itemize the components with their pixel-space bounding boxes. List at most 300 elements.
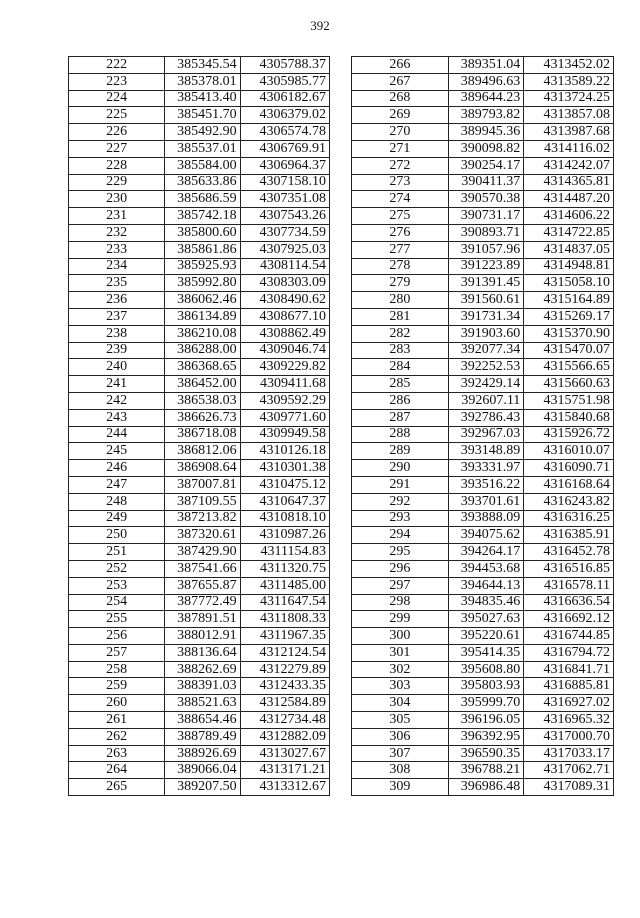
page-number: 392: [310, 18, 330, 33]
table-row: [352, 157, 614, 174]
point-number-cell: 225: [69, 107, 165, 124]
table-row: [352, 476, 614, 493]
point-number-cell: 265: [69, 779, 165, 796]
x-coordinate-cell: 385451.70: [165, 107, 240, 124]
x-coordinate-cell: 388391.03: [165, 678, 240, 695]
table-row: [352, 392, 614, 409]
point-number-cell: 264: [69, 762, 165, 779]
x-coordinate-cell: 386210.08: [165, 325, 240, 342]
point-number-cell: 234: [69, 258, 165, 275]
point-number-cell: 239: [69, 342, 165, 359]
table-row: [352, 90, 614, 107]
x-coordinate-cell: 391731.34: [448, 308, 524, 325]
table-row: [352, 124, 614, 141]
point-number-cell: 307: [352, 745, 449, 762]
point-number-cell: 229: [69, 174, 165, 191]
coordinates-table-left: [68, 56, 330, 796]
table-row: [352, 779, 614, 796]
point-number-cell: 290: [352, 460, 449, 477]
x-coordinate-cell: 393331.97: [448, 460, 524, 477]
x-coordinate-cell: 395999.70: [448, 695, 524, 712]
y-coordinate-cell: 4314948.81: [524, 258, 614, 275]
table-row: [69, 678, 330, 695]
x-coordinate-cell: 386812.06: [165, 443, 240, 460]
coordinates-table-right: [351, 56, 614, 796]
point-number-cell: 292: [352, 493, 449, 510]
y-coordinate-cell: 4313027.67: [240, 745, 329, 762]
x-coordinate-cell: 389351.04: [448, 57, 524, 74]
y-coordinate-cell: 4312584.89: [240, 695, 329, 712]
table-row: [69, 107, 330, 124]
x-coordinate-cell: 395027.63: [448, 611, 524, 628]
point-number-cell: 255: [69, 611, 165, 628]
table-row: [352, 628, 614, 645]
table-row: [69, 342, 330, 359]
point-number-cell: 269: [352, 107, 449, 124]
x-coordinate-cell: 385633.86: [165, 174, 240, 191]
point-number-cell: 287: [352, 409, 449, 426]
x-coordinate-cell: 390893.71: [448, 224, 524, 241]
point-number-cell: 252: [69, 560, 165, 577]
x-coordinate-cell: 395803.93: [448, 678, 524, 695]
y-coordinate-cell: 4308303.09: [240, 275, 329, 292]
table-row: [352, 241, 614, 258]
x-coordinate-cell: 389207.50: [165, 779, 240, 796]
table-row: [352, 376, 614, 393]
point-number-cell: 301: [352, 644, 449, 661]
x-coordinate-cell: 392429.14: [448, 376, 524, 393]
y-coordinate-cell: 4313987.68: [524, 124, 614, 141]
x-coordinate-cell: 393888.09: [448, 510, 524, 527]
point-number-cell: 236: [69, 292, 165, 309]
table-row: [69, 157, 330, 174]
x-coordinate-cell: 385800.60: [165, 224, 240, 241]
y-coordinate-cell: 4310987.26: [240, 527, 329, 544]
point-number-cell: 304: [352, 695, 449, 712]
point-number-cell: 263: [69, 745, 165, 762]
table-row: [352, 460, 614, 477]
x-coordinate-cell: 393701.61: [448, 493, 524, 510]
table-row: [352, 426, 614, 443]
table-row: [352, 762, 614, 779]
x-coordinate-cell: 394835.46: [448, 594, 524, 611]
y-coordinate-cell: 4316692.12: [524, 611, 614, 628]
y-coordinate-cell: 4312734.48: [240, 712, 329, 729]
point-number-cell: 278: [352, 258, 449, 275]
y-coordinate-cell: 4314837.05: [524, 241, 614, 258]
point-number-cell: 261: [69, 712, 165, 729]
y-coordinate-cell: 4313312.67: [240, 779, 329, 796]
table-row: [352, 224, 614, 241]
y-coordinate-cell: 4311808.33: [240, 611, 329, 628]
point-number-cell: 299: [352, 611, 449, 628]
table-row: [352, 728, 614, 745]
y-coordinate-cell: 4315751.98: [524, 392, 614, 409]
table-row: [69, 712, 330, 729]
table-row: [352, 661, 614, 678]
table-row: [69, 140, 330, 157]
x-coordinate-cell: 385584.00: [165, 157, 240, 174]
y-coordinate-cell: 4313452.02: [524, 57, 614, 74]
x-coordinate-cell: 390098.82: [448, 140, 524, 157]
table-row: [352, 359, 614, 376]
point-number-cell: 303: [352, 678, 449, 695]
y-coordinate-cell: 4310647.37: [240, 493, 329, 510]
y-coordinate-cell: 4309046.74: [240, 342, 329, 359]
y-coordinate-cell: 4317000.70: [524, 728, 614, 745]
point-number-cell: 230: [69, 191, 165, 208]
y-coordinate-cell: 4312279.89: [240, 661, 329, 678]
y-coordinate-cell: 4308490.62: [240, 292, 329, 309]
table-row: [352, 493, 614, 510]
point-number-cell: 267: [352, 73, 449, 90]
y-coordinate-cell: 4306182.67: [240, 90, 329, 107]
x-coordinate-cell: 386368.65: [165, 359, 240, 376]
x-coordinate-cell: 396392.95: [448, 728, 524, 745]
table-row: [352, 292, 614, 309]
table-row: [69, 208, 330, 225]
x-coordinate-cell: 390570.38: [448, 191, 524, 208]
table-row: [69, 308, 330, 325]
point-number-cell: 289: [352, 443, 449, 460]
table-row: [352, 678, 614, 695]
table-row: [69, 191, 330, 208]
y-coordinate-cell: 4315269.17: [524, 308, 614, 325]
point-number-cell: 266: [352, 57, 449, 74]
x-coordinate-cell: 391391.45: [448, 275, 524, 292]
table-row: [69, 57, 330, 74]
x-coordinate-cell: 385345.54: [165, 57, 240, 74]
y-coordinate-cell: 4309771.60: [240, 409, 329, 426]
table-row: [352, 510, 614, 527]
table-row: [352, 527, 614, 544]
table-row: [69, 476, 330, 493]
y-coordinate-cell: 4306769.91: [240, 140, 329, 157]
y-coordinate-cell: 4316090.71: [524, 460, 614, 477]
y-coordinate-cell: 4313589.22: [524, 73, 614, 90]
table-row: [69, 392, 330, 409]
table-row: [352, 712, 614, 729]
point-number-cell: 251: [69, 544, 165, 561]
x-coordinate-cell: 392786.43: [448, 409, 524, 426]
x-coordinate-cell: 385492.90: [165, 124, 240, 141]
table-row: [69, 577, 330, 594]
point-number-cell: 279: [352, 275, 449, 292]
x-coordinate-cell: 394453.68: [448, 560, 524, 577]
table-row: [69, 510, 330, 527]
y-coordinate-cell: 4314242.07: [524, 157, 614, 174]
table-row: [69, 695, 330, 712]
x-coordinate-cell: 389496.63: [448, 73, 524, 90]
y-coordinate-cell: 4316965.32: [524, 712, 614, 729]
x-coordinate-cell: 388012.91: [165, 628, 240, 645]
table-row: [69, 224, 330, 241]
x-coordinate-cell: 387213.82: [165, 510, 240, 527]
y-coordinate-cell: 4311967.35: [240, 628, 329, 645]
x-coordinate-cell: 392252.53: [448, 359, 524, 376]
y-coordinate-cell: 4309229.82: [240, 359, 329, 376]
point-number-cell: 259: [69, 678, 165, 695]
y-coordinate-cell: 4307158.10: [240, 174, 329, 191]
y-coordinate-cell: 4309949.58: [240, 426, 329, 443]
point-number-cell: 302: [352, 661, 449, 678]
x-coordinate-cell: 391560.61: [448, 292, 524, 309]
point-number-cell: 300: [352, 628, 449, 645]
point-number-cell: 297: [352, 577, 449, 594]
x-coordinate-cell: 385686.59: [165, 191, 240, 208]
point-number-cell: 260: [69, 695, 165, 712]
x-coordinate-cell: 387655.87: [165, 577, 240, 594]
point-number-cell: 249: [69, 510, 165, 527]
x-coordinate-cell: 386288.00: [165, 342, 240, 359]
y-coordinate-cell: 4311320.75: [240, 560, 329, 577]
point-number-cell: 275: [352, 208, 449, 225]
x-coordinate-cell: 388789.49: [165, 728, 240, 745]
x-coordinate-cell: 391057.96: [448, 241, 524, 258]
x-coordinate-cell: 395608.80: [448, 661, 524, 678]
point-number-cell: 271: [352, 140, 449, 157]
y-coordinate-cell: 4314116.02: [524, 140, 614, 157]
table-row: [352, 107, 614, 124]
y-coordinate-cell: 4311647.54: [240, 594, 329, 611]
point-number-cell: 284: [352, 359, 449, 376]
point-number-cell: 293: [352, 510, 449, 527]
table-row: [69, 443, 330, 460]
y-coordinate-cell: 4310301.38: [240, 460, 329, 477]
table-row: [69, 644, 330, 661]
table-row: [352, 443, 614, 460]
x-coordinate-cell: 392607.11: [448, 392, 524, 409]
y-coordinate-cell: 4314722.85: [524, 224, 614, 241]
table-row: [352, 174, 614, 191]
table-row: [69, 275, 330, 292]
y-coordinate-cell: 4315164.89: [524, 292, 614, 309]
table-row: [352, 308, 614, 325]
table-row: [352, 208, 614, 225]
point-number-cell: 273: [352, 174, 449, 191]
y-coordinate-cell: 4309592.29: [240, 392, 329, 409]
table-row: [69, 560, 330, 577]
x-coordinate-cell: 390254.17: [448, 157, 524, 174]
point-number-cell: 268: [352, 90, 449, 107]
x-coordinate-cell: 387772.49: [165, 594, 240, 611]
y-coordinate-cell: 4316744.85: [524, 628, 614, 645]
point-number-cell: 298: [352, 594, 449, 611]
table-row: [352, 325, 614, 342]
y-coordinate-cell: 4313724.25: [524, 90, 614, 107]
table-row: [352, 594, 614, 611]
y-coordinate-cell: 4316516.85: [524, 560, 614, 577]
y-coordinate-cell: 4312124.54: [240, 644, 329, 661]
point-number-cell: 244: [69, 426, 165, 443]
y-coordinate-cell: 4312433.35: [240, 678, 329, 695]
point-number-cell: 286: [352, 392, 449, 409]
point-number-cell: 250: [69, 527, 165, 544]
y-coordinate-cell: 4312882.09: [240, 728, 329, 745]
table-row: [352, 577, 614, 594]
x-coordinate-cell: 392077.34: [448, 342, 524, 359]
table-row: [69, 628, 330, 645]
y-coordinate-cell: 4308677.10: [240, 308, 329, 325]
x-coordinate-cell: 395220.61: [448, 628, 524, 645]
table-row: [69, 527, 330, 544]
table-row: [352, 258, 614, 275]
point-number-cell: 285: [352, 376, 449, 393]
y-coordinate-cell: 4307734.59: [240, 224, 329, 241]
point-number-cell: 306: [352, 728, 449, 745]
x-coordinate-cell: 391903.60: [448, 325, 524, 342]
y-coordinate-cell: 4307351.08: [240, 191, 329, 208]
x-coordinate-cell: 387007.81: [165, 476, 240, 493]
point-number-cell: 256: [69, 628, 165, 645]
table-row: [69, 779, 330, 796]
y-coordinate-cell: 4316385.91: [524, 527, 614, 544]
table-row: [69, 728, 330, 745]
table-row: [352, 73, 614, 90]
point-number-cell: 308: [352, 762, 449, 779]
table-row: [69, 376, 330, 393]
table-row: [352, 611, 614, 628]
x-coordinate-cell: 386452.00: [165, 376, 240, 393]
x-coordinate-cell: 388136.64: [165, 644, 240, 661]
point-number-cell: 258: [69, 661, 165, 678]
x-coordinate-cell: 386626.73: [165, 409, 240, 426]
point-number-cell: 281: [352, 308, 449, 325]
point-number-cell: 238: [69, 325, 165, 342]
point-number-cell: 242: [69, 392, 165, 409]
point-number-cell: 243: [69, 409, 165, 426]
x-coordinate-cell: 385742.18: [165, 208, 240, 225]
x-coordinate-cell: 396196.05: [448, 712, 524, 729]
point-number-cell: 274: [352, 191, 449, 208]
y-coordinate-cell: 4316927.02: [524, 695, 614, 712]
y-coordinate-cell: 4313857.08: [524, 107, 614, 124]
x-coordinate-cell: 390731.17: [448, 208, 524, 225]
y-coordinate-cell: 4316243.82: [524, 493, 614, 510]
x-coordinate-cell: 385925.93: [165, 258, 240, 275]
point-number-cell: 270: [352, 124, 449, 141]
y-coordinate-cell: 4311154.83: [240, 544, 329, 561]
point-number-cell: 222: [69, 57, 165, 74]
y-coordinate-cell: 4314487.20: [524, 191, 614, 208]
table-row: [69, 73, 330, 90]
table-row: [352, 695, 614, 712]
table-row: [69, 661, 330, 678]
table-row: [69, 426, 330, 443]
x-coordinate-cell: 386062.46: [165, 292, 240, 309]
point-number-cell: 253: [69, 577, 165, 594]
x-coordinate-cell: 389945.36: [448, 124, 524, 141]
point-number-cell: 224: [69, 90, 165, 107]
y-coordinate-cell: 4316316.25: [524, 510, 614, 527]
point-number-cell: 246: [69, 460, 165, 477]
y-coordinate-cell: 4315660.63: [524, 376, 614, 393]
point-number-cell: 309: [352, 779, 449, 796]
y-coordinate-cell: 4316010.07: [524, 443, 614, 460]
table-row: [69, 594, 330, 611]
x-coordinate-cell: 395414.35: [448, 644, 524, 661]
table-row: [352, 140, 614, 157]
x-coordinate-cell: 393148.89: [448, 443, 524, 460]
x-coordinate-cell: 390411.37: [448, 174, 524, 191]
y-coordinate-cell: 4315470.07: [524, 342, 614, 359]
x-coordinate-cell: 389066.04: [165, 762, 240, 779]
y-coordinate-cell: 4315058.10: [524, 275, 614, 292]
x-coordinate-cell: 387109.55: [165, 493, 240, 510]
x-coordinate-cell: 385378.01: [165, 73, 240, 90]
table-row: [69, 493, 330, 510]
x-coordinate-cell: 387541.66: [165, 560, 240, 577]
table-row: [69, 325, 330, 342]
y-coordinate-cell: 4316885.81: [524, 678, 614, 695]
y-coordinate-cell: 4314365.81: [524, 174, 614, 191]
x-coordinate-cell: 385537.01: [165, 140, 240, 157]
point-number-cell: 254: [69, 594, 165, 611]
x-coordinate-cell: 386538.03: [165, 392, 240, 409]
table-row: [69, 460, 330, 477]
table-row: [352, 342, 614, 359]
table-row: [352, 409, 614, 426]
x-coordinate-cell: 387320.61: [165, 527, 240, 544]
point-number-cell: 233: [69, 241, 165, 258]
table-row: [69, 174, 330, 191]
y-coordinate-cell: 4317033.17: [524, 745, 614, 762]
point-number-cell: 294: [352, 527, 449, 544]
y-coordinate-cell: 4309411.68: [240, 376, 329, 393]
point-number-cell: 240: [69, 359, 165, 376]
point-number-cell: 305: [352, 712, 449, 729]
point-number-cell: 231: [69, 208, 165, 225]
y-coordinate-cell: 4307925.03: [240, 241, 329, 258]
x-coordinate-cell: 389644.23: [448, 90, 524, 107]
table-row: [69, 292, 330, 309]
y-coordinate-cell: 4316578.11: [524, 577, 614, 594]
x-coordinate-cell: 394644.13: [448, 577, 524, 594]
y-coordinate-cell: 4311485.00: [240, 577, 329, 594]
point-number-cell: 247: [69, 476, 165, 493]
y-coordinate-cell: 4316841.71: [524, 661, 614, 678]
y-coordinate-cell: 4305985.77: [240, 73, 329, 90]
table-row: [69, 124, 330, 141]
x-coordinate-cell: 385992.80: [165, 275, 240, 292]
point-number-cell: 291: [352, 476, 449, 493]
table-row: [69, 359, 330, 376]
point-number-cell: 227: [69, 140, 165, 157]
x-coordinate-cell: 394264.17: [448, 544, 524, 561]
point-number-cell: 257: [69, 644, 165, 661]
x-coordinate-cell: 388926.69: [165, 745, 240, 762]
x-coordinate-cell: 389793.82: [448, 107, 524, 124]
point-number-cell: 272: [352, 157, 449, 174]
table-row: [69, 258, 330, 275]
point-number-cell: 277: [352, 241, 449, 258]
y-coordinate-cell: 4315926.72: [524, 426, 614, 443]
y-coordinate-cell: 4306379.02: [240, 107, 329, 124]
x-coordinate-cell: 388262.69: [165, 661, 240, 678]
y-coordinate-cell: 4305788.37: [240, 57, 329, 74]
y-coordinate-cell: 4310475.12: [240, 476, 329, 493]
x-coordinate-cell: 396590.35: [448, 745, 524, 762]
y-coordinate-cell: 4310818.10: [240, 510, 329, 527]
y-coordinate-cell: 4308114.54: [240, 258, 329, 275]
point-number-cell: 262: [69, 728, 165, 745]
point-number-cell: 235: [69, 275, 165, 292]
y-coordinate-cell: 4316794.72: [524, 644, 614, 661]
table-row: [352, 544, 614, 561]
point-number-cell: 237: [69, 308, 165, 325]
point-number-cell: 276: [352, 224, 449, 241]
x-coordinate-cell: 396788.21: [448, 762, 524, 779]
